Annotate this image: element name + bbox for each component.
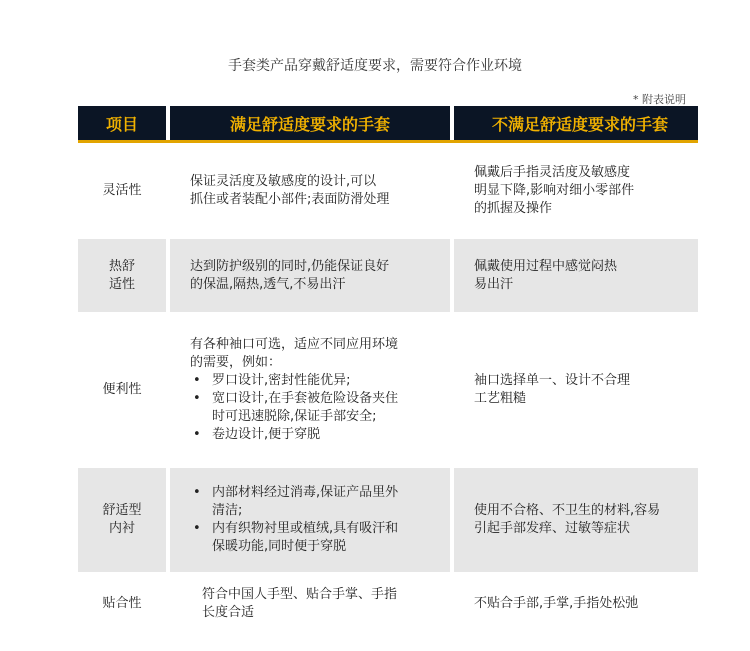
table-row <box>78 143 698 239</box>
table-row <box>78 468 698 572</box>
row-bad-text: 使用不合格、不卫生的材料,容易 引起手部发痒、过敏等症状 <box>474 503 661 536</box>
row-good-list <box>190 484 398 556</box>
header-item: 项目 <box>105 114 138 134</box>
row-good-text: 保证灵活度及敏感度的设计,可以 抓住或者装配小部件;表面防滑处理 <box>190 174 390 207</box>
table-note: * 附表说明 <box>633 93 686 106</box>
header-good: 满足舒适度要求的手套 <box>229 114 390 134</box>
row-good-list <box>190 372 398 444</box>
comparison-table <box>78 106 698 636</box>
list-item: • 内部材料经过消毒,保证产品里外 清洁; <box>190 484 398 520</box>
row-good-text: 符合中国人手型、贴合手掌、手指 长度合适 <box>202 587 398 620</box>
row-item-fit: 贴合性 <box>102 596 142 611</box>
row-item-flexibility: 灵活性 <box>102 183 142 198</box>
page-title: 手套类产品穿戴舒适度要求，需要符合作业环境 <box>228 58 522 74</box>
row-good-intro: 有各种袖口可选，适应不同应用环境 的需要，例如： <box>190 337 399 370</box>
row-item-convenience: 便利性 <box>102 382 142 397</box>
table-row <box>78 312 698 468</box>
table-row <box>78 239 698 312</box>
list-item: • 卷边设计,便于穿脱 <box>190 426 398 444</box>
list-item: • 内有织物衬里或植绒,具有吸汗和 保暖功能,同时便于穿脱 <box>190 520 398 556</box>
header-bad: 不满足舒适度要求的手套 <box>491 114 668 134</box>
row-good-text: 达到防护级别的同时,仍能保证良好 的保温,隔热,透气,不易出汗 <box>190 258 390 292</box>
row-bad-text: 佩戴使用过程中感觉闷热 易出汗 <box>474 258 618 292</box>
list-item: • 罗口设计,密封性能优异; <box>190 372 398 390</box>
row-item-thermal-comfort: 热舒 适性 <box>108 258 135 292</box>
row-bad-text: 佩戴后手指灵活度及敏感度 明显下降,影响对细小零部件 的抓握及操作 <box>474 165 635 216</box>
table-row <box>78 572 698 636</box>
row-item-lining: 舒适型 内衬 <box>102 503 142 536</box>
list-item: • 宽口设计,在手套被危险设备夹住 时可迅速脱除,保证手部安全; <box>190 390 398 426</box>
table-header <box>78 106 698 143</box>
row-bad-text: 不贴合手部,手掌,手指处松弛 <box>474 596 639 611</box>
row-bad-text: 袖口选择单一、设计不合理 工艺粗糙 <box>474 373 631 406</box>
